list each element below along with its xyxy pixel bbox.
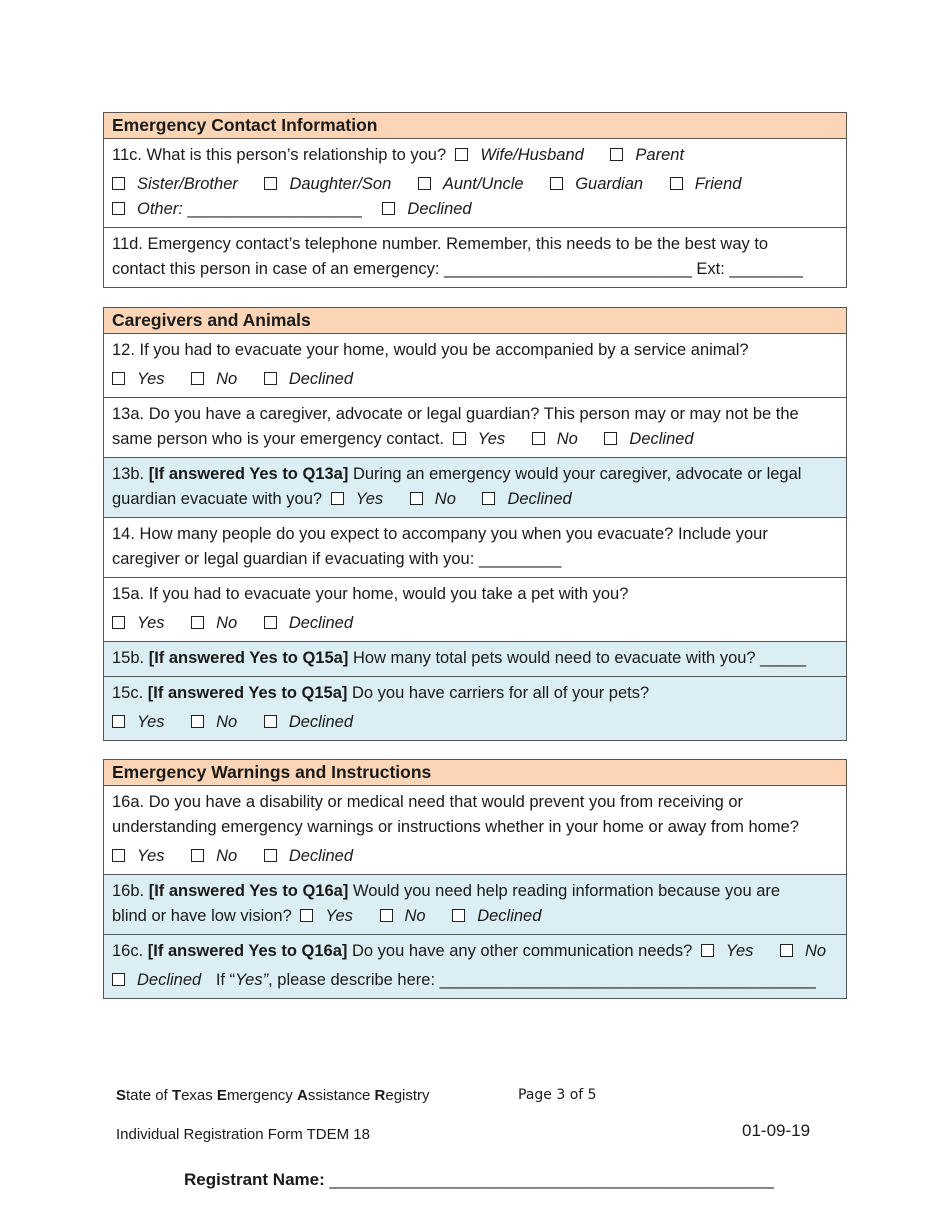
registry-name: [116, 1087, 430, 1104]
registry-word: mergency: [226, 1087, 297, 1104]
option-label: Declined: [288, 370, 354, 388]
question-number: 15c.: [112, 684, 144, 702]
footer-page-number: Page 3 of 5: [518, 1087, 597, 1103]
registry-initial: A: [296, 1087, 308, 1104]
option-label: Yes: [137, 370, 165, 388]
checkbox-no[interactable]: [380, 909, 393, 922]
checkbox-yes[interactable]: [453, 432, 466, 445]
option-label: Yes: [137, 614, 165, 632]
checkbox-guardian[interactable]: [550, 177, 563, 190]
checkbox-yes[interactable]: [112, 715, 125, 728]
checkbox-wife-husband[interactable]: [455, 148, 468, 161]
describe-yes: Yes”: [235, 971, 269, 989]
other-blank[interactable]: ___________________: [187, 200, 362, 218]
warnings-section: [103, 759, 847, 999]
checkbox-no[interactable]: [191, 849, 204, 862]
option-label: Friend: [694, 175, 742, 193]
question-number: 15b.: [112, 649, 145, 667]
question-16b: [104, 875, 846, 935]
question-13b: [104, 458, 846, 518]
question-text: 12. If you had to evacuate your home, would you be accompanied by a service animal?: [112, 341, 749, 359]
question-text: 15a. If you had to evacuate your home, would you take a pet with you?: [112, 585, 629, 603]
checkbox-no[interactable]: [780, 944, 793, 957]
describe-prefix: If “: [215, 971, 236, 989]
checkbox-parent[interactable]: [610, 148, 623, 161]
question-text: 16a. Do you have a disability or medical need that would prevent you from receiving or: [112, 793, 744, 811]
option-label: Declined: [629, 430, 694, 448]
registry-word: ssistance: [307, 1087, 375, 1104]
question-13a: [104, 398, 846, 458]
registry-word: egistry: [385, 1087, 430, 1104]
option-label: No: [216, 370, 238, 388]
question-11d: [104, 228, 846, 287]
option-label: No: [434, 490, 456, 508]
registrant-name-row: [184, 1170, 774, 1190]
question-15b: [104, 642, 846, 677]
registrant-label: Registrant Name:: [184, 1170, 325, 1189]
emergency-contact-section: [103, 112, 847, 288]
checkbox-declined[interactable]: [264, 849, 277, 862]
question-text: 14. How many people do you expect to accompany you when you evacuate? Include your: [112, 525, 768, 543]
condition-label: [If answered Yes to Q13a]: [148, 465, 349, 483]
checkbox-declined[interactable]: [264, 372, 277, 385]
option-label: Yes: [137, 847, 165, 865]
question-number: 16b.: [112, 882, 145, 900]
option-label: Declined: [137, 971, 202, 989]
checkbox-declined[interactable]: [264, 715, 277, 728]
question-15a: [104, 578, 846, 642]
question-text: Do you have any other communication needs?: [352, 942, 693, 960]
section-header: Emergency Warnings and Instructions: [104, 760, 846, 786]
section-header: Emergency Contact Information: [104, 113, 846, 139]
registry-word: tate of: [126, 1087, 172, 1104]
question-text: 11d. Emergency contact’s telephone number. Remember, this needs to be the best way to: [112, 235, 769, 253]
checkbox-sister-brother[interactable]: [112, 177, 125, 190]
option-label: No: [556, 430, 578, 448]
checkbox-declined[interactable]: [452, 909, 465, 922]
checkbox-yes[interactable]: [112, 849, 125, 862]
question-14: [104, 518, 846, 578]
option-label: Yes: [325, 907, 353, 925]
describe-blank[interactable]: , please describe here: _________________________________________: [268, 971, 816, 989]
question-text: Would you need help reading information because you are: [352, 882, 781, 900]
checkbox-no[interactable]: [191, 616, 204, 629]
question-11c: [104, 139, 846, 228]
option-label: No: [216, 713, 238, 731]
question-text: 13a. Do you have a caregiver, advocate or legal guardian? This person may or may not be the: [112, 405, 799, 423]
footer-registry-name: [116, 1087, 430, 1104]
registry-word: exas: [181, 1087, 217, 1104]
checkbox-declined[interactable]: [112, 973, 125, 986]
option-label: Declined: [477, 907, 542, 925]
condition-label: [If answered Yes to Q15a]: [147, 684, 348, 702]
registry-initial: T: [171, 1087, 182, 1104]
condition-label: [If answered Yes to Q15a]: [148, 649, 349, 667]
checkbox-declined[interactable]: [482, 492, 495, 505]
question-text: During an emergency would your caregiver, advocate or legal: [352, 465, 802, 483]
registry-initial: R: [374, 1087, 386, 1104]
checkbox-yes[interactable]: [300, 909, 313, 922]
option-label: Yes: [137, 713, 165, 731]
checkbox-yes[interactable]: [331, 492, 344, 505]
option-label: No: [216, 847, 238, 865]
checkbox-declined[interactable]: [264, 616, 277, 629]
option-label: Declined: [288, 847, 354, 865]
question-text: 11c. What is this person’s relationship to you?: [112, 146, 447, 164]
question-12: [104, 334, 846, 398]
question-number: 16c.: [112, 942, 144, 960]
checkbox-yes[interactable]: [112, 616, 125, 629]
option-label: Wife/Husband: [480, 146, 584, 164]
question-text: understanding emergency warnings or instructions whether in your home or away from home?: [112, 818, 799, 836]
option-label: Declined: [288, 713, 354, 731]
option-label: Sister/Brother: [137, 175, 238, 193]
question-16a: [104, 786, 846, 875]
condition-label: [If answered Yes to Q16a]: [147, 942, 348, 960]
phone-blank[interactable]: contact this person in case of an emergency: ___________________________ Ext: ________: [112, 260, 803, 278]
option-label: Guardian: [575, 175, 644, 193]
option-label: Yes: [355, 490, 384, 508]
question-text: guardian evacuate with you?: [112, 490, 323, 508]
checkbox-yes[interactable]: [112, 372, 125, 385]
question-15c: [104, 677, 846, 740]
question-text: blind or have low vision?: [112, 907, 292, 925]
option-label: Aunt/Uncle: [442, 175, 524, 193]
checkbox-no[interactable]: [410, 492, 423, 505]
registry-initial: S: [116, 1087, 127, 1104]
option-label: No: [216, 614, 238, 632]
checkbox-declined[interactable]: [382, 202, 395, 215]
section-header: Caregivers and Animals: [104, 308, 846, 334]
registry-initial: E: [216, 1087, 227, 1104]
footer-date: 01-09-19: [742, 1121, 811, 1140]
question-number: 13b.: [112, 465, 145, 483]
footer-form-name: Individual Registration Form TDEM 18: [116, 1126, 370, 1143]
option-label: No: [404, 907, 426, 925]
checkbox-no[interactable]: [191, 715, 204, 728]
checkbox-daughter-son[interactable]: [264, 177, 277, 190]
checkbox-yes[interactable]: [701, 944, 714, 957]
option-label: No: [805, 942, 827, 960]
count-blank[interactable]: caregiver or legal guardian if evacuating with you: _________: [112, 550, 562, 568]
checkbox-no[interactable]: [191, 372, 204, 385]
question-16c: [104, 935, 846, 998]
option-label: Yes: [477, 430, 506, 448]
checkbox-other[interactable]: [112, 202, 125, 215]
checkbox-declined[interactable]: [604, 432, 617, 445]
question-text: Do you have carriers for all of your pets?: [352, 684, 650, 702]
condition-label: [If answered Yes to Q16a]: [148, 882, 349, 900]
checkbox-aunt-uncle[interactable]: [418, 177, 431, 190]
option-label: Declined: [407, 200, 472, 218]
question-text[interactable]: How many total pets would need to evacuate with you? _____: [352, 649, 807, 667]
question-text: same person who is your emergency contact.: [112, 430, 444, 448]
checkbox-friend[interactable]: [670, 177, 683, 190]
option-label: Declined: [507, 490, 572, 508]
option-label: Daughter/Son: [289, 175, 392, 193]
caregivers-section: [103, 307, 847, 741]
option-label: Other:: [137, 200, 183, 218]
registrant-blank[interactable]: _______________________________________________: [329, 1170, 774, 1189]
option-label: Declined: [288, 614, 354, 632]
checkbox-no[interactable]: [532, 432, 545, 445]
option-label: Yes: [725, 942, 754, 960]
option-label: Parent: [635, 146, 685, 164]
